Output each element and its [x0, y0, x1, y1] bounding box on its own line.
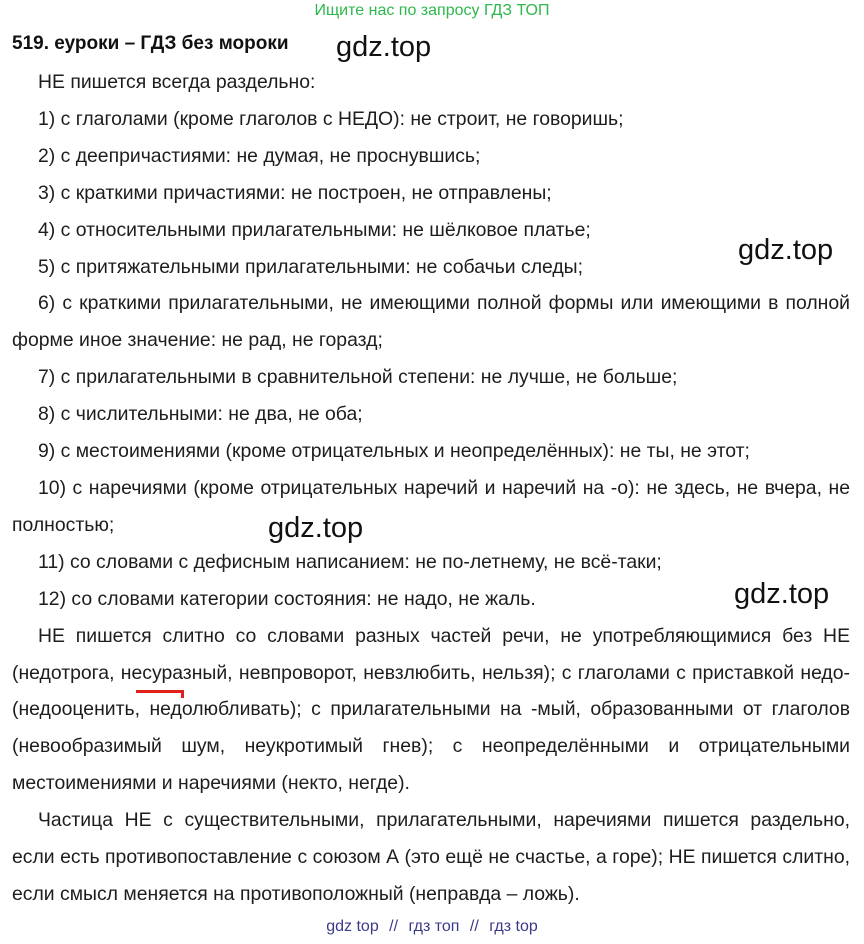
rule-item: 12) со словами категории состояния: не надо, не жаль. — [38, 587, 536, 610]
rule-item: 2) с деепричастиями: не думая, не проснувшись; — [38, 144, 481, 167]
page-title: 519. еуроки – ГДЗ без мороки — [12, 33, 289, 54]
answer-text — [12, 64, 850, 913]
watermark: gdz.top — [734, 578, 830, 610]
prefix-underline-mark — [136, 690, 184, 693]
footer-links — [0, 918, 864, 936]
footer-separator: // — [469, 918, 479, 935]
rule-item: 5) с притяжательными прилагательными: не собачьи следы; — [38, 255, 583, 278]
watermark: gdz.top — [268, 512, 364, 544]
rule-item: 11) со словами с дефисным написанием: не по-летнему, не всё-таки; — [38, 550, 662, 573]
paragraph-particle: Частица НЕ с существительными, прилагательными, наречиями пишется раздельно, если есть противопоставление с союзом А (это ещё не счастье, а горе); НЕ пишется слитно, если смысл меняется на противоположный (неправда – ложь). — [12, 809, 850, 905]
footer-link[interactable]: gdz top — [326, 918, 379, 935]
rule-item: 6) с краткими прилагательными, не имеющими полной формы или имеющими в полной форме иное значение: не рад, не горазд; — [12, 292, 850, 352]
watermark: gdz.top — [336, 31, 432, 63]
watermark: gdz.top — [738, 234, 834, 266]
rule-item: 9) с местоимениями (кроме отрицательных и неопределённых): не ты, не этот; — [38, 440, 750, 463]
rule-item: 8) с числительными: не два, не оба; — [38, 403, 363, 426]
rule-item: 3) с краткими причастиями: не построен, не отправлены; — [38, 181, 552, 204]
rule-item: 10) с наречиями (кроме отрицательных наречий и наречий на -о): не здесь, не вчера, не полностью; — [12, 476, 850, 536]
footer-separator: // — [389, 918, 399, 935]
search-hint-banner: Ищите нас по запросу ГДЗ ТОП — [314, 2, 550, 19]
footer-link[interactable]: гдз топ — [408, 918, 460, 935]
rule-item: 7) с прилагательными в сравнительной степени: не лучше, не больше; — [38, 366, 678, 389]
paragraph-slitno: НЕ пишется слитно со словами разных частей речи, не употребляющимися без НЕ (недотрога, несуразный, невпроворот, невзлюбить, нельзя); с глаголами с приставкой недо- (недооценить, недолюбливать); с прилагательными на -мый, образованными от глаголов (невообразимый шум, неукротимый гнев); с неопределёнными и отрицательными местоимениями и наречиями (некто, негде). — [12, 624, 850, 795]
rule-item: 1) с глаголами (кроме глаголов с НЕДО): не строит, не говоришь; — [38, 107, 624, 130]
footer-link[interactable]: гдз top — [489, 918, 538, 935]
paragraph-intro: НЕ пишется всегда раздельно: — [38, 71, 316, 93]
rule-item: 4) с относительными прилагательными: не шёлковое платье; — [38, 218, 591, 241]
